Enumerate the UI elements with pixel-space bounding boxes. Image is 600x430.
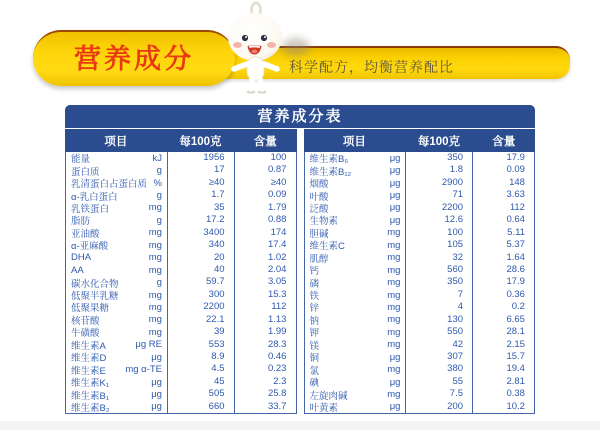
- item-name: 生物素: [309, 216, 339, 228]
- item-name: 维生素B₂: [71, 402, 110, 414]
- item-unit: mg: [387, 389, 401, 401]
- item-name: AA: [71, 264, 84, 276]
- per100g-cell: 660: [167, 401, 234, 413]
- table-row: [66, 376, 296, 388]
- table-body-right: [304, 152, 536, 414]
- table-row: [66, 289, 296, 301]
- item-unit: mg: [387, 277, 401, 289]
- item-name: 维生素A: [71, 340, 106, 352]
- table-row: [66, 202, 296, 214]
- item-unit: μg: [389, 190, 401, 202]
- per100g-cell: 200: [405, 401, 472, 413]
- per100g-cell: 350: [405, 276, 472, 288]
- item-unit: g: [156, 277, 162, 289]
- amount-cell: 0.46: [234, 351, 296, 363]
- item-name: 维生素B₁₂: [309, 166, 352, 178]
- table-row: [305, 388, 535, 400]
- amount-cell: 15.7: [472, 351, 534, 363]
- tagline: 科学配方，均衡营养配比: [289, 59, 454, 75]
- table-row: [305, 289, 535, 301]
- item-unit: mg: [148, 252, 162, 264]
- item-unit: mg: [148, 326, 162, 338]
- column-header-item: 项目: [104, 135, 128, 148]
- item-name: 碳水化合物: [71, 278, 119, 290]
- item-unit: mg: [387, 314, 401, 326]
- item-name: 低聚半乳糖: [71, 291, 119, 303]
- item-unit: mg: [387, 239, 401, 251]
- per100g-cell: 45: [167, 376, 234, 388]
- amount-cell: 2.3: [234, 376, 296, 388]
- table-row: [305, 301, 535, 313]
- per100g-cell: 300: [167, 289, 234, 301]
- table-row: [305, 202, 535, 214]
- item-unit: g: [156, 190, 162, 202]
- item-name: 维生素E: [71, 365, 106, 377]
- item-unit: mg: [387, 289, 401, 301]
- per100g-cell: 350: [405, 152, 472, 164]
- item-unit: mg: [387, 364, 401, 376]
- item-name: 氯: [309, 365, 320, 377]
- item-name: 牛磺酸: [71, 328, 100, 340]
- per100g-cell: 560: [405, 264, 472, 276]
- banner: [0, 0, 600, 100]
- amount-cell: 112: [472, 202, 534, 214]
- banner-title-pill: [33, 30, 235, 86]
- item-name: α-亚麻酸: [71, 241, 109, 253]
- item-unit: %: [153, 177, 162, 189]
- per100g-cell: 380: [405, 363, 472, 375]
- amount-cell: 174: [234, 227, 296, 239]
- amount-cell: 0.64: [472, 214, 534, 226]
- item-unit: mg: [148, 227, 162, 239]
- item-name: 核苷酸: [71, 315, 100, 327]
- item-name: 维生素D: [71, 353, 107, 365]
- item-unit: μg: [389, 177, 401, 189]
- table-body-left: [65, 152, 297, 414]
- per100g-cell: 55: [405, 376, 472, 388]
- item-name: 维生素K₁: [71, 378, 110, 390]
- item-unit: mg: [387, 264, 401, 276]
- amount-cell: 28.1: [472, 326, 534, 338]
- item-unit: μg: [389, 214, 401, 226]
- item-unit: mg: [148, 289, 162, 301]
- item-name: 能量: [71, 154, 91, 166]
- per100g-cell: 17.2: [167, 214, 234, 226]
- amount-cell: 2.04: [234, 264, 296, 276]
- amount-cell: 17.4: [234, 239, 296, 251]
- column-header-row: [65, 129, 297, 152]
- item-name: 铜: [309, 353, 320, 365]
- item-name: 脂肪: [71, 216, 91, 228]
- item-unit: mg: [148, 301, 162, 313]
- column-header-amount: 含量: [253, 135, 277, 148]
- table-row: [66, 152, 296, 164]
- amount-cell: 19.4: [472, 363, 534, 375]
- amount-cell: 5.37: [472, 239, 534, 251]
- table-row: [305, 152, 535, 164]
- item-name: 镁: [309, 340, 320, 352]
- table-row: [66, 339, 296, 351]
- table-row: [305, 189, 535, 201]
- item-unit: μg RE: [135, 339, 162, 351]
- per100g-cell: 505: [167, 388, 234, 400]
- per100g-cell: 105: [405, 239, 472, 251]
- per100g-cell: 1.7: [167, 189, 234, 201]
- amount-cell: 5.11: [472, 227, 534, 239]
- table-row: [66, 351, 296, 363]
- per100g-cell: 12.6: [405, 214, 472, 226]
- amount-cell: 148: [472, 177, 534, 189]
- table-row: [305, 401, 535, 413]
- item-name: 蛋白质: [71, 166, 100, 178]
- per100g-cell: 7: [405, 289, 472, 301]
- page-bottom-band: [0, 421, 600, 430]
- item-unit: μg: [389, 376, 401, 388]
- nutrition-table: [65, 105, 535, 414]
- table-row: [305, 276, 535, 288]
- amount-cell: 0.09: [234, 189, 296, 201]
- item-unit: μg: [389, 165, 401, 177]
- item-unit: mg: [148, 314, 162, 326]
- table-row: [305, 376, 535, 388]
- per100g-cell: 340: [167, 239, 234, 251]
- per100g-cell: 4: [405, 301, 472, 313]
- item-name: 肌醇: [309, 253, 329, 265]
- amount-cell: 28.3: [234, 339, 296, 351]
- amount-cell: 100: [234, 152, 296, 164]
- per100g-cell: 2200: [167, 301, 234, 313]
- amount-cell: 0.87: [234, 164, 296, 176]
- table-row: [305, 339, 535, 351]
- item-unit: μg: [151, 351, 162, 363]
- amount-cell: 0.88: [234, 214, 296, 226]
- item-cell: [66, 265, 167, 276]
- column-header-row: [304, 129, 536, 152]
- column-header-per100g: 每100克: [179, 135, 222, 148]
- per100g-cell: 553: [167, 339, 234, 351]
- amount-cell: 28.6: [472, 264, 534, 276]
- column-header-per100g: 每100克: [417, 135, 461, 148]
- item-name: 钙: [309, 266, 320, 278]
- amount-cell: 1.13: [234, 314, 296, 326]
- table-row: [66, 239, 296, 251]
- table-row: [305, 227, 535, 239]
- item-name: 碘: [309, 378, 320, 390]
- amount-cell: 17.9: [472, 276, 534, 288]
- per100g-cell: 550: [405, 326, 472, 338]
- amount-cell: 10.2: [472, 401, 534, 413]
- table-row: [305, 177, 535, 189]
- per100g-cell: 59.7: [167, 276, 234, 288]
- item-cell: [305, 400, 406, 414]
- table-row: [66, 164, 296, 176]
- per100g-cell: 22.1: [167, 314, 234, 326]
- item-name: 磷: [309, 278, 320, 290]
- amount-cell: 0.38: [472, 388, 534, 400]
- per100g-cell: 35: [167, 202, 234, 214]
- table-row: [305, 214, 535, 226]
- item-unit: μg: [151, 376, 162, 388]
- table-row: [66, 189, 296, 201]
- amount-cell: 3.05: [234, 276, 296, 288]
- item-name: 维生素B₁: [71, 390, 110, 402]
- per100g-cell: 40: [167, 264, 234, 276]
- item-unit: g: [156, 214, 162, 226]
- item-name: α-乳白蛋白: [71, 191, 118, 203]
- item-name: 乳铁蛋白: [71, 203, 110, 215]
- per100g-cell: 2200: [405, 202, 472, 214]
- item-name: 铁: [309, 291, 320, 303]
- item-unit: mg: [148, 202, 162, 214]
- item-name: 乳清蛋白占蛋白质: [71, 179, 148, 191]
- table-row: [66, 276, 296, 288]
- item-unit: g: [156, 165, 162, 177]
- table-title: 营养成分表: [65, 105, 535, 128]
- table-row: [305, 351, 535, 363]
- column-header-amount: 含量: [492, 135, 516, 148]
- item-name: 烟酸: [309, 179, 329, 191]
- amount-cell: 1.79: [234, 202, 296, 214]
- table-row: [305, 239, 535, 251]
- item-unit: mg: [148, 264, 162, 276]
- column-header-item: 项目: [342, 135, 366, 148]
- nutrition-subtable-left: [65, 129, 297, 414]
- item-name: 泛酸: [309, 203, 329, 215]
- item-unit: μg: [389, 152, 401, 164]
- per100g-cell: 1956: [167, 152, 234, 164]
- table-row: [66, 326, 296, 338]
- table-row: [66, 177, 296, 189]
- item-unit: mg: [148, 239, 162, 251]
- item-name: 维生素C: [309, 241, 345, 253]
- item-name: 锌: [309, 303, 320, 315]
- item-cell: [66, 400, 167, 414]
- item-unit: mg: [387, 252, 401, 264]
- table-row: [66, 227, 296, 239]
- item-unit: μg: [389, 401, 401, 413]
- item-name: DHA: [71, 252, 92, 264]
- amount-cell: 1.99: [234, 326, 296, 338]
- item-cell: [66, 238, 167, 252]
- item-name: 维生素B₆: [309, 154, 349, 166]
- per100g-cell: 8.9: [167, 351, 234, 363]
- amount-cell: 3.63: [472, 189, 534, 201]
- item-unit: mg α-TE: [125, 364, 162, 376]
- item-name: 亚油酸: [71, 228, 100, 240]
- amount-cell: 15.3: [234, 289, 296, 301]
- amount-cell: 6.65: [472, 314, 534, 326]
- per100g-cell: 32: [405, 252, 472, 264]
- per100g-cell: 20: [167, 252, 234, 264]
- item-name: 钾: [309, 328, 320, 340]
- table-row: [305, 252, 535, 264]
- page-title: 营养成分: [74, 44, 194, 74]
- per100g-cell: ≥40: [167, 177, 234, 189]
- table-row: [66, 264, 296, 276]
- table-row: [66, 314, 296, 326]
- per100g-cell: 39: [167, 326, 234, 338]
- per100g-cell: 7.5: [405, 388, 472, 400]
- table-row: [305, 314, 535, 326]
- item-name: 叶黄素: [309, 402, 339, 414]
- table-row: [305, 326, 535, 338]
- item-unit: mg: [387, 227, 401, 239]
- item-unit: kJ: [152, 152, 162, 164]
- nutrition-subtable-right: [304, 129, 536, 414]
- per100g-cell: 2900: [405, 177, 472, 189]
- amount-cell: 0.09: [472, 164, 534, 176]
- item-name: 左旋肉碱: [309, 390, 348, 402]
- per100g-cell: 42: [405, 339, 472, 351]
- item-unit: μg: [389, 202, 401, 214]
- per100g-cell: 130: [405, 314, 472, 326]
- table-row: [66, 388, 296, 400]
- per100g-cell: 17: [167, 164, 234, 176]
- item-unit: mg: [387, 339, 401, 351]
- amount-cell: 0.36: [472, 289, 534, 301]
- per100g-cell: 100: [405, 227, 472, 239]
- table-row: [305, 363, 535, 375]
- amount-cell: 2.81: [472, 376, 534, 388]
- item-unit: μg: [389, 351, 401, 363]
- table-row: [66, 401, 296, 413]
- per100g-cell: 307: [405, 351, 472, 363]
- amount-cell: 2.15: [472, 339, 534, 351]
- item-name: 钠: [309, 315, 320, 327]
- per100g-cell: 71: [405, 189, 472, 201]
- item-name: 胆碱: [309, 228, 329, 240]
- item-name: 叶酸: [309, 191, 329, 203]
- baby-mascot-icon: [212, 0, 312, 98]
- table-row: [66, 363, 296, 375]
- table-row: [66, 301, 296, 313]
- item-unit: mg: [387, 326, 401, 338]
- per100g-cell: 1.8: [405, 164, 472, 176]
- amount-cell: 112: [234, 301, 296, 313]
- table-row: [305, 264, 535, 276]
- per100g-cell: 4.5: [167, 363, 234, 375]
- item-name: 低聚果糖: [71, 303, 110, 315]
- table-row: [66, 252, 296, 264]
- per100g-cell: 3400: [167, 227, 234, 239]
- item-unit: μg: [151, 401, 162, 413]
- amount-cell: 25.8: [234, 388, 296, 400]
- table-row: [66, 214, 296, 226]
- item-unit: mg: [387, 301, 401, 313]
- table-row: [305, 164, 535, 176]
- amount-cell: 17.9: [472, 152, 534, 164]
- item-cell: [66, 252, 167, 263]
- amount-cell: 0.23: [234, 363, 296, 375]
- amount-cell: 33.7: [234, 401, 296, 413]
- amount-cell: ≥40: [234, 177, 296, 189]
- amount-cell: 0.2: [472, 301, 534, 313]
- item-unit: μg: [151, 389, 162, 401]
- amount-cell: 1.64: [472, 252, 534, 264]
- amount-cell: 1.02: [234, 252, 296, 264]
